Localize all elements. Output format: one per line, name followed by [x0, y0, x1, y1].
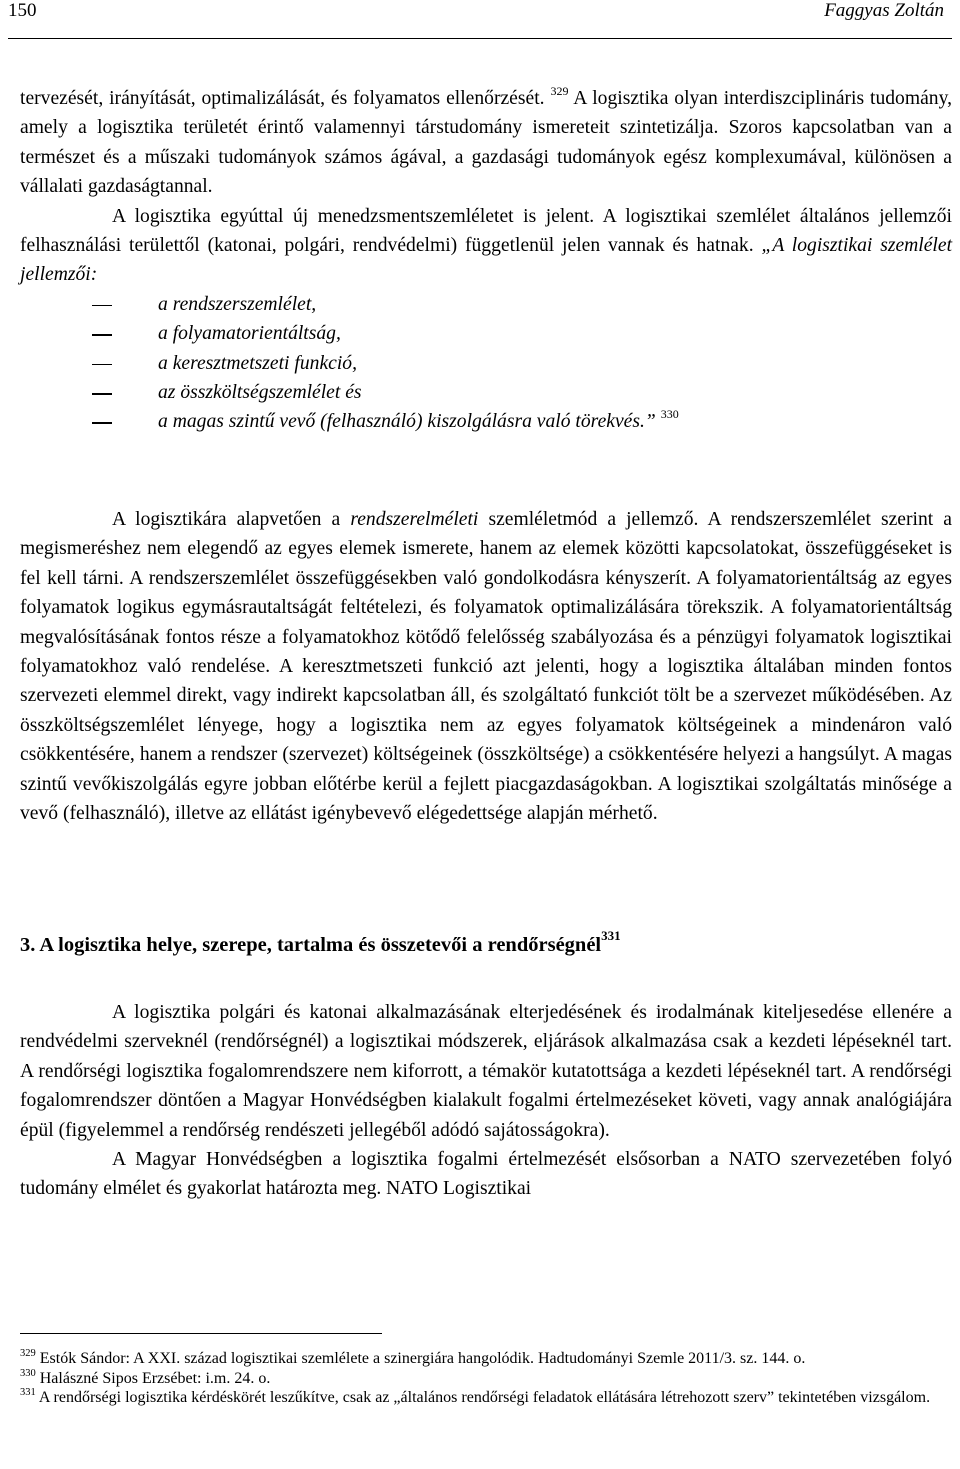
footnote-number: 329	[20, 1348, 36, 1359]
list-item	[20, 407, 952, 436]
section-heading	[20, 928, 621, 957]
list-item-text: a keresztmetszeti funkció,	[158, 352, 357, 374]
emphasis: rendszerelméleti	[350, 509, 479, 530]
body-block-2	[20, 505, 952, 828]
paragraph-text: szemléletmód a jellemző. A rendszerszemlélet szerint a megismeréshez nem elegendő az egyes elemek ismerete, hanem az elemek közötti kapcsolatokat, összefüggéseket is fel kell tárni. A rendszerszemlélet összefüggésekben való gondolkodásra kényszerít. A folyamatorientáltság az egyes folyamatok logikus egymásrautaltságát feltételezi, és folyamatok optimalizálására törekszik. A folyamatorientáltság megvalósításának fontos része a folyamatokhoz kötődő felelősség szabályozása és a pénzügyi folyamatok logisztikai folyamatokhoz való rendelése. A keresztmetszeti funkció azt jelenti, hogy a logisztika általában minden fontos szervezeti elemmel direkt, vagy indirekt kapcsolatban áll, és szolgáltató funkciót tölt be a szervezet működésében. Az összköltségszemlélet lényege, hogy a logisztika nem az egyes folyamatok költségeinek a mindenáron való csökkentésére, hanem a rendszer (szervezet) költségeinek (összköltsége) a csökkentésére helyezi a hangsúlyt. A magas szintű vevőkiszolgálás egyre jobban előtérbe kerül a fejlett piacgazdaságokban. A logisztikai szolgáltatás minősége a vevő (felhasználó), illetve az ellátást igénybevevő elégedettsége alapján mérhető.	[20, 509, 952, 825]
footnote-text: A rendőrségi logisztika kérdéskörét leszűkítve, csak az „általános rendőrségi feladatok ellátására létrehozott szerv” tekintetében vizsgálom.	[35, 1389, 931, 1407]
paragraph	[20, 505, 952, 828]
footnote-ref: 331	[601, 928, 621, 943]
footnote	[20, 1388, 952, 1408]
list-item	[20, 290, 952, 319]
footnote-number: 331	[20, 1387, 36, 1399]
paragraph-text: A logisztika olyan interdiszciplináris tudomány, amely a logisztika területét érintő valamennyi társtudomány ismereteit szintetizálja. Szoros kapcsolatban van a természet és a műszaki tudományok számos ágával, a gazdasági tudományok egész komplexumával, különösen a vállalati gazdaságtannal.	[20, 88, 952, 198]
page-header	[8, 0, 952, 39]
list-item	[20, 349, 952, 378]
running-head-author: Faggyas Zoltán	[824, 0, 944, 21]
list-item-text: a folyamatorientáltság,	[158, 323, 341, 345]
footnote-text: Estók Sándor: A XXI. század logisztikai szemlélete a szinergiára hangolódik. Hadtudományi Szemle 2011/3. sz. 144. o.	[35, 1350, 806, 1367]
footnote-number: 330	[20, 1367, 36, 1379]
paragraph	[20, 84, 952, 202]
footnote-ref: 329	[550, 84, 569, 98]
paragraph-text: A logisztikára alapvetően a	[112, 509, 351, 530]
footnote-separator	[20, 1333, 382, 1334]
traits-list	[20, 290, 952, 437]
footnote	[20, 1349, 952, 1369]
body-block-3	[20, 998, 952, 1204]
paragraph: A Magyar Honvédségben a logisztika fogalmi értelmezését elsősorban a NATO szervezetében folyó tudomány elmélet és gyakorlat határozta meg. NATO Logisztikai	[20, 1149, 952, 1200]
paragraph-text: tervezését, irányítását, optimalizálását, és folyamatos ellenőrzését.	[20, 88, 545, 109]
footnotes	[20, 1349, 952, 1408]
list-item-text: az összköltségszemlélet és	[158, 382, 362, 404]
footnote-text: Halászné Sipos Erzsébet: i.m. 24. o.	[35, 1369, 271, 1387]
quote-intro: „A logisztikai szemlélet jellemzői:	[20, 235, 953, 286]
section-title: 3. A logisztika helye, szerepe, tartalma és összetevői a rendőrségnél	[20, 934, 602, 956]
page-number: 150	[8, 0, 37, 21]
paragraph-text: A logisztika egyúttal új menedzsmentszemléletet is jelent. A logisztikai szemlélet általános jellemzői felhasználási területtől (katonai, polgári, rendvédelmi) függetlenül jelen vannak és hatnak.	[20, 205, 952, 257]
footnote	[20, 1369, 952, 1389]
paragraph	[20, 202, 952, 290]
footnote-ref: 330	[660, 407, 679, 422]
list-item-text: a magas szintű vevő (felhasználó) kiszolgálásra való törekvés.”	[158, 411, 656, 433]
paragraph: A logisztika polgári és katonai alkalmazásának elterjedésének és irodalmának kiteljesedése ellenére a rendvédelmi szerveknél (rendőrségnél) a logisztikai módszerek, eljárások alkalmazása csak a kezdeti lépéseknél tart. A rendőrségi logisztika fogalomrendszere nem kiforrott, a témakör kutatottsága a kezdeti lépéseknél tart. A rendőrségi fogalomrendszer döntően a Magyar Honvédségben kialakult fogalmi értelmezéseket követi, vagy annak analógiájára épül (figyelemmel a rendőrség rendészeti jellegéből adódó sajátosságokra).	[20, 1002, 952, 1141]
list-item	[20, 319, 952, 348]
list-item	[20, 378, 952, 407]
list-item-text: a rendszerszemlélet,	[158, 293, 317, 315]
body-block-1	[20, 84, 952, 437]
